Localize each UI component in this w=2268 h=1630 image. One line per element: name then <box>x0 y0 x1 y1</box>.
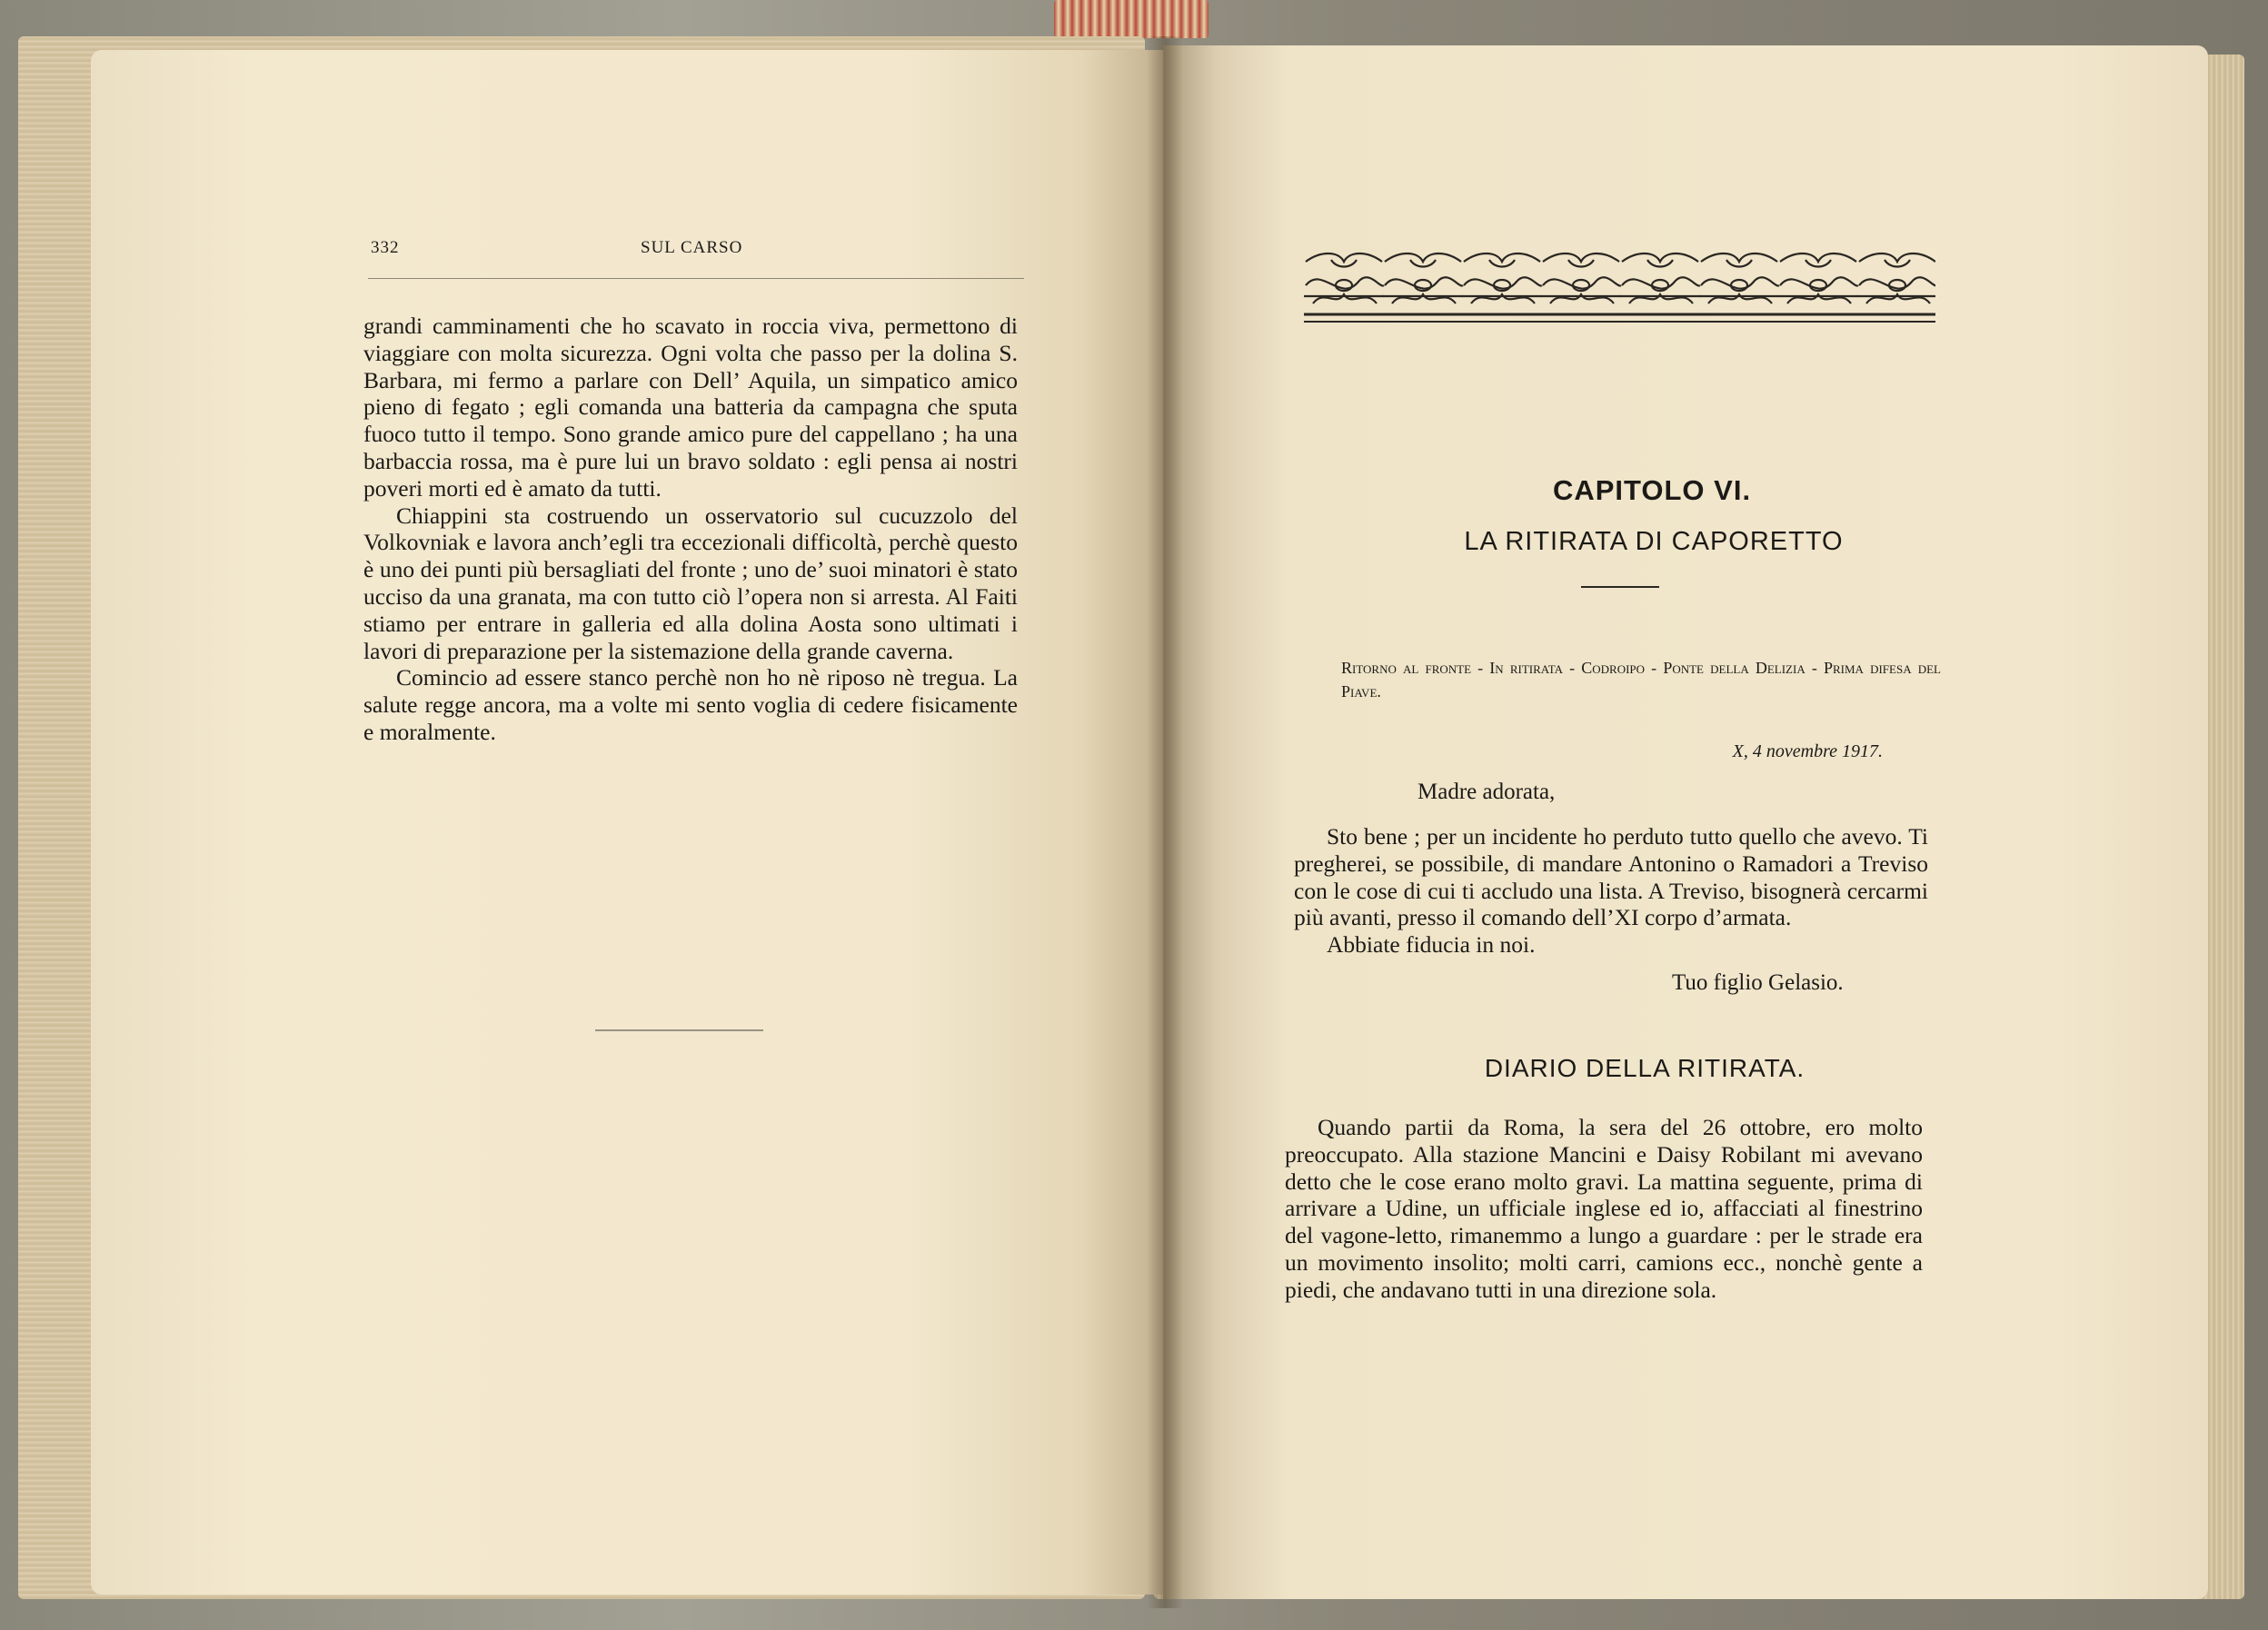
letter-text <box>1294 823 1928 959</box>
chapter-title: LA RITIRATA DI CAPORETTO <box>1464 527 1844 556</box>
letter-paragraph: Sto bene ; per un incidente ho perduto tutto quello che avevo. Ti pregherei, se possibile, di mandare Antonino o Ramadori a Treviso con le cose di cui ti accludo una lista. A Treviso, bisognerà cercarmi più avanti, presso il comando dell’XI corpo d’armata. <box>1294 823 1928 931</box>
decorative-headpiece-ornament <box>1304 249 1935 325</box>
left-paragraph: Comincio ad essere stanco perchè non ho nè riposo nè tregua. La salute regge ancora, ma a volte mi sento voglia di cedere fisicamente e moralmente. <box>363 664 1018 745</box>
letter-salutation: Madre adorata, <box>1418 780 1556 804</box>
letter-paragraph: Abbiate fiducia in noi. <box>1327 931 1536 959</box>
running-head: SUL CARSO <box>641 238 743 257</box>
letter-dateline: X, 4 novembre 1917. <box>1732 741 1883 761</box>
book-gutter-shadow <box>1147 36 1183 1608</box>
page-number: 332 <box>371 238 400 257</box>
diary-text <box>1285 1114 1923 1304</box>
title-underline <box>1581 586 1659 588</box>
header-rule <box>368 278 1024 279</box>
chapter-summary: Ritorno al fronte - In ritirata - Codroipo - Ponte della Delizia - Prima difesa del Piave. <box>1341 659 1941 701</box>
letter-signature: Tuo figlio Gelasio. <box>1672 970 1844 995</box>
chapter-number: CAPITOLO VI. <box>1552 474 1752 506</box>
section-title: DIARIO DELLA RITIRATA. <box>1484 1054 1805 1082</box>
diary-paragraph: Quando partii da Roma, la sera del 26 ottobre, ero molto preoccupato. Alla stazione Mancini e Daisy Robilant mi avevano detto che le cose erano molto gravi. La mattina seguente, prima di arrivare a Udine, un ufficiale inglese ed io, affacciati al finestrino del vagone-letto, rimanemmo a lungo a guardare : per le strade era un movimento insolito; molti carri, camions ecc., nonchè gente a piedi, che andavano tutti in una direzione sola. <box>1285 1114 1923 1303</box>
left-paragraph: grandi camminamenti che ho scavato in roccia viva, permettono di viaggiare con molta sicurezza. Ogni volta che passo per la dolina S. Barbara, mi fermo a parlare con Dell’ Aquila, un simpatico amico pieno di fegato ; egli comanda una batteria da campagna che sputa fuoco tutto il tempo. Sono grande amico pure del cappellano ; ha una barbaccia rossa, ma è pure lui un bravo soldato : egli pensa ai nostri poveri morti ed è amato da tutti. <box>363 313 1018 502</box>
section-end-rule <box>595 1029 763 1031</box>
left-page-text <box>363 313 1018 746</box>
book-headband <box>1054 0 1209 38</box>
left-page <box>91 50 1168 1595</box>
left-paragraph: Chiappini sta costruendo un osservatorio sul cucuzzolo del Volkovniak e lavora anch’egli tra eccezionali difficoltà, perchè questo è uno dei punti più bersagliati del fronte ; uno de’ suoi minatori è stato ucciso da una granata, ma con tutto ciò l’opera non si arresta. Al Faiti stiamo per entrare in galleria ed alla dolina Aosta sono ultimati i lavori di preparazione per la sistemazione della grande caverna. <box>363 502 1018 664</box>
